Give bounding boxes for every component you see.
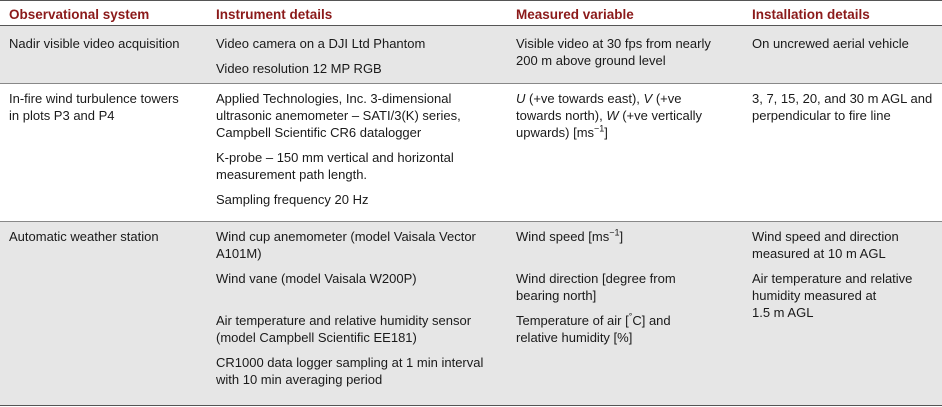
cell-instrument: Applied Technologies, Inc. 3-dimensional ultrasonic anemometer – SATI/3(K) series, Campbell Scientific CR6 datalogger K-probe – 150 mm vertical and horizontal measurement path length. Sampling frequency 20 Hz: [216, 91, 461, 207]
cell-measured: Wind speed $[ms^{-1}]$ Wind direction [degree from bearing north] Temperature of air [°C] and relative humidity [%]: [516, 227, 676, 345]
table-row: [0, 26, 942, 84]
table-header-row: [0, 0, 942, 26]
cell-system: In-fire wind turbulence towers in plots P3 and P4: [9, 91, 179, 123]
header-instrument-details: Instrument details: [216, 7, 333, 22]
cell-instrument: Video camera on a DJI Ltd Phantom Video resolution 12 MP RGB: [216, 36, 426, 76]
cell-measured: Visible video at 30 fps from nearly 200 m above ground level: [516, 36, 711, 68]
table-row: [0, 84, 942, 222]
header-installation-details: Installation details: [752, 7, 870, 22]
header-observational-system: Observational system: [9, 7, 150, 22]
cell-installation: On uncrewed aerial vehicle: [752, 36, 909, 51]
cell-installation: 3, 7, 15, 20, and 30 m AGL and perpendicular to fire line: [752, 91, 933, 123]
header-measured-variable: Measured variable: [516, 7, 634, 22]
cell-system: Automatic weather station: [9, 229, 159, 244]
table-row: [0, 222, 942, 405]
cell-instrument: Wind cup anemometer (model Vaisala Vector A101M) Wind vane (model Vaisala W200P) Air temperature and relative humidity sensor (model Campbell Scientific EE181) CR1000 data logger sampling at 1 min interval with 10 min averaging period: [216, 229, 484, 387]
cell-system: Nadir visible video acquisition: [9, 36, 180, 51]
cell-installation: Wind speed and direction measured at 10 m AGL Air temperature and relative humidity measured at 1.5 m AGL: [752, 229, 913, 320]
cell-measured: U (+ve towards east), V (+ve towards north), W (+ve vertically upwards) $[ms^{-1}]$: [516, 91, 703, 140]
bottom-rule: [0, 405, 942, 406]
